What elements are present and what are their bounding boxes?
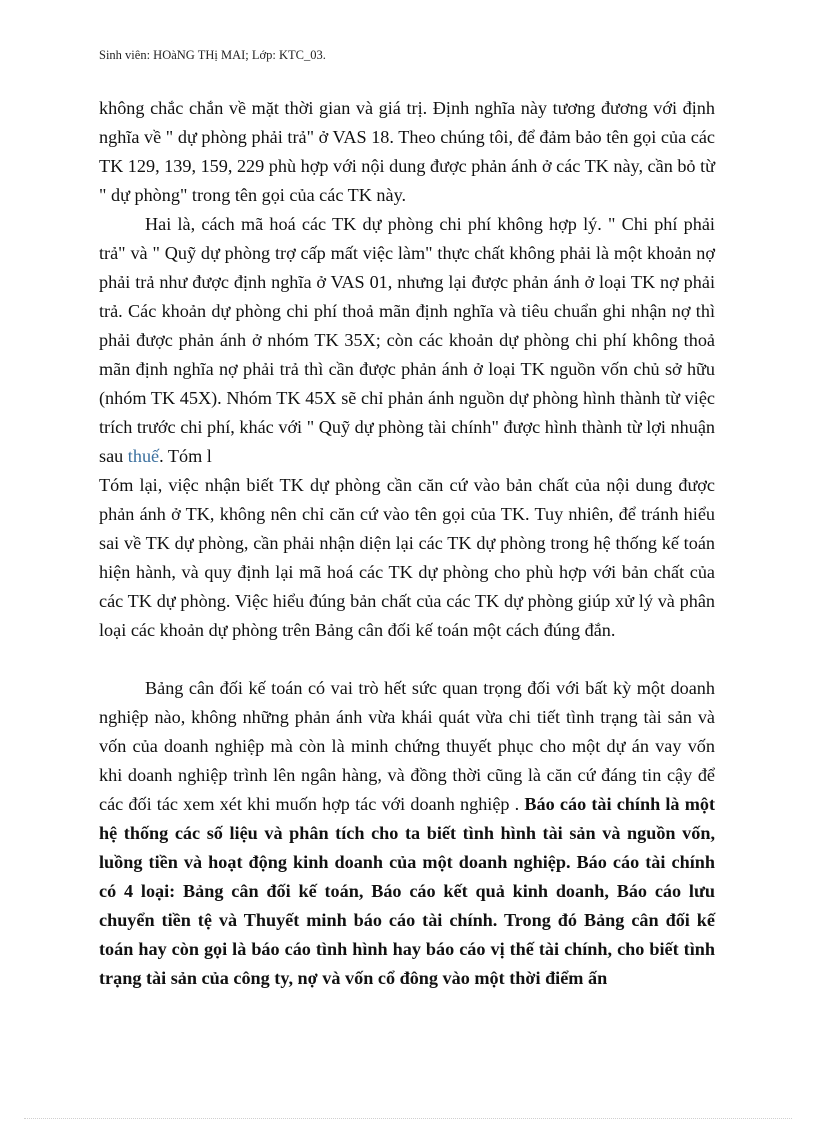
paragraph-spacer [99, 645, 715, 674]
paragraph-4-text: Bảng cân đối kế toán có vai trò hết sức quan trọng đối với bất kỳ một doanh nghiệp nào, không những phản ánh vừa khái quát vừa chi tiết tình trạng tài sản và vốn của doanh nghiệp mà còn là minh chứng thuyết phục cho một dự án vay vốn khi doanh nghiệp trình lên ngân hàng, và đồng thời cũng là căn cứ đáng tin cậy để các đối tác xem xét khi muốn hợp tác với doanh nghiệp . [99, 678, 715, 814]
document-body [99, 94, 715, 993]
paragraph-2-text: Hai là, cách mã hoá các TK dự phòng chi phí không hợp lý. " Chi phí phải trả" và " Quỹ dự phòng trợ cấp mất việc làm" thực chất không phải là một khoản nợ phải trả như được định nghĩa ở VAS 01, nhưng lại được phản ánh ở loại TK nợ phải trả. Các khoản dự phòng chi phí thoả mãn định nghĩa và tiêu chuẩn ghi nhận nợ thì phải được phản ánh ở nhóm TK 35X; còn các khoản dự phòng chi phí không thoả mãn định nghĩa nợ phải trả thì cần được phản ánh ở loại TK nguồn vốn chủ sở hữu (nhóm TK 45X). Nhóm TK 45X sẽ chỉ phản ánh nguồn dự phòng hình thành từ việc trích trước chi phí, khác với " Quỹ dự phòng tài chính" được hình thành từ lợi nhuận sau [99, 214, 715, 466]
page-header: Sinh viên: HOàNG THị MAI; Lớp: KTC_03. [99, 48, 326, 62]
paragraph-3: Tóm lại, việc nhận biết TK dự phòng cần căn cứ vào bản chất của nội dung được phản ánh ở TK, không nên chỉ căn cứ vào tên gọi của TK. Tuy nhiên, để tránh hiểu sai về TK dự phòng, cần phải nhận diện lại các TK dự phòng trong hệ thống kế toán hiện hành, và quy định lại mã hoá các TK dự phòng cho phù hợp với bản chất của các TK dự phòng. Việc hiểu đúng bản chất của các TK dự phòng giúp xử lý và phân loại các khoản dự phòng trên Bảng cân đối kế toán một cách đúng đắn. [99, 475, 715, 640]
paragraph-4-bold-text: Báo cáo tài chính là một hệ thống các số liệu và phân tích cho ta biết tình hình tài sản và nguồn vốn, luồng tiền và hoạt động kinh doanh của một doanh nghiệp. Báo cáo tài chính có 4 loại: Bảng cân đối kế toán, Báo cáo kết quả kinh doanh, Báo cáo lưu chuyển tiền tệ và Thuyết minh báo cáo tài chính. Trong đó Bảng cân đối kế toán hay còn gọi là báo cáo tình hình hay báo cáo vị thế tài chính, cho biết tình trạng tài sản của công ty, nợ và vốn cổ đông vào một thời điểm ấn [99, 794, 716, 988]
tax-link[interactable]: thuế [127, 446, 160, 466]
page-bottom-border [24, 1118, 792, 1119]
paragraph-4 [99, 674, 715, 993]
paragraph-2-tail: . Tóm l [159, 446, 212, 466]
paragraph-2 [99, 210, 715, 471]
paragraph-1: không chắc chắn về mặt thời gian và giá trị. Định nghĩa này tương đương với định nghĩa về " dự phòng phải trả" ở VAS 18. Theo chúng tôi, để đảm bảo tên gọi của các TK 129, 139, 159, 229 phù hợp với nội dung được phản ánh ở các TK này, cần bỏ từ " dự phòng" trong tên gọi của các TK này. [99, 98, 715, 205]
